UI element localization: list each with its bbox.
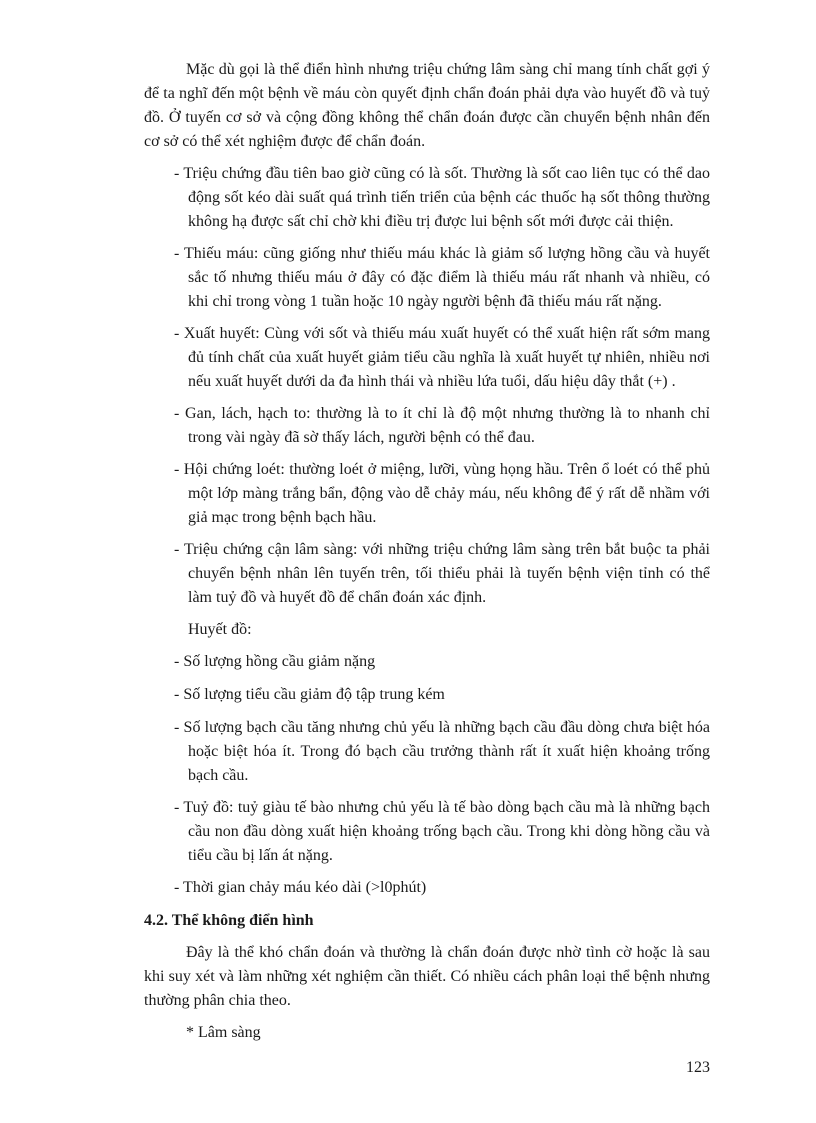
symptom-paraclinical: - Triệu chứng cận lâm sàng: với những triệu chứng lâm sàng trên bắt buộc ta phải chuyển bệnh nhân lên tuyến trên, tối thiểu phải là tuyến bệnh viện tỉnh có thể làm tuỷ đồ và huyết đồ để chẩn đoán xác định. [174,541,710,606]
blood-count-label: Huyết đồ: [188,621,252,638]
blood-item-platelet: - Số lượng tiểu cầu giảm độ tập trung kém [174,686,445,703]
symptom-ulcer: - Hội chứng loét: thường loét ở miệng, lưỡi, vùng họng hầu. Trên ổ loét có thể phủ một lớp màng trắng bẩn, động vào dễ chảy máu, nếu không để ý rất dễ nhầm với giả mạc trong bệnh bạch hầu. [174,461,710,526]
symptom-hemorrhage: - Xuất huyết: Cùng với sốt và thiếu máu xuất huyết có thể xuất hiện rất sớm mang đủ tính chất của xuất huyết giảm tiểu cầu nghĩa là xuất huyết tự nhiên, nhiều nơi nếu xuất huyết dưới da đa hình thái và nhiều lứa tuổi, dấu hiệu dây thắt (+) . [174,325,710,390]
section-paragraph: Đây là thể khó chẩn đoán và thường là chẩn đoán được nhờ tình cờ hoặc là sau khi suy xét và làm những xét nghiệm cần thiết. Có nhiều cách phân loại thể bệnh nhưng thường phân chia theo. [144,944,710,1009]
blood-item-wbc: - Số lượng bạch cầu tăng nhưng chủ yếu là những bạch cầu đầu dòng chưa biệt hóa hoặc biệt hóa ít. Trong đó bạch cầu trưởng thành rất ít xuất hiện khoảng trống bạch cầu. [174,719,710,784]
blood-item-rbc: - Số lượng hồng cầu giảm nặng [174,653,376,670]
page-number: 123 [686,1059,710,1076]
intro-paragraph: Mặc dù gọi là thể điển hình nhưng triệu chứng lâm sàng chỉ mang tính chất gợi ý để ta nghĩ đến một bệnh về máu còn quyết định chẩn đoán phải dựa vào huyết đồ và tuỷ đồ. Ở tuyến cơ sở và cộng đồng không thể chẩn đoán được cần chuyển bệnh nhân đến cơ sở có thể xét nghiệm được để chẩn đoán. [144,61,710,150]
section-heading: 4.2. Thể không điển hình [144,912,314,929]
symptom-fever: - Triệu chứng đầu tiên bao giờ cũng có là sốt. Thường là sốt cao liên tục có thể dao động sốt kéo dài suất quá trình tiến triển của bệnh các thuốc hạ sốt thông thường không hạ được sất chỉ chờ khi điều trị được lui bệnh sốt mới được cải thiện. [174,165,710,230]
blood-item-bleeding-time: - Thời gian chảy máu kéo dài (>l0phút) [174,879,427,896]
blood-item-marrow: - Tuỷ đồ: tuỷ giàu tế bào nhưng chủ yếu là tế bào dòng bạch cầu mà là những bạch cầu non đầu dòng xuất hiện khoảng trống bạch cầu. Trong khi dòng hồng cầu và tiểu cầu bị lấn át nặng. [174,799,710,864]
clinical-label: * Lâm sàng [186,1024,261,1041]
symptom-organomegaly: - Gan, lách, hạch to: thường là to ít chỉ là độ một nhưng thường là to nhanh chỉ trong vài ngày đã sờ thấy lách, người bệnh có thể đau. [174,405,710,446]
page-content [144,58,710,1045]
symptom-anemia: - Thiếu máu: cũng giống như thiếu máu khác là giảm số lượng hồng cầu và huyết sắc tố nhưng thiếu máu ở đây có đặc điểm là thiếu máu rất nhanh và nhiều, có khi chỉ trong vòng 1 tuần hoặc 10 ngày người bệnh đã thiếu máu rất nặng. [174,245,710,310]
